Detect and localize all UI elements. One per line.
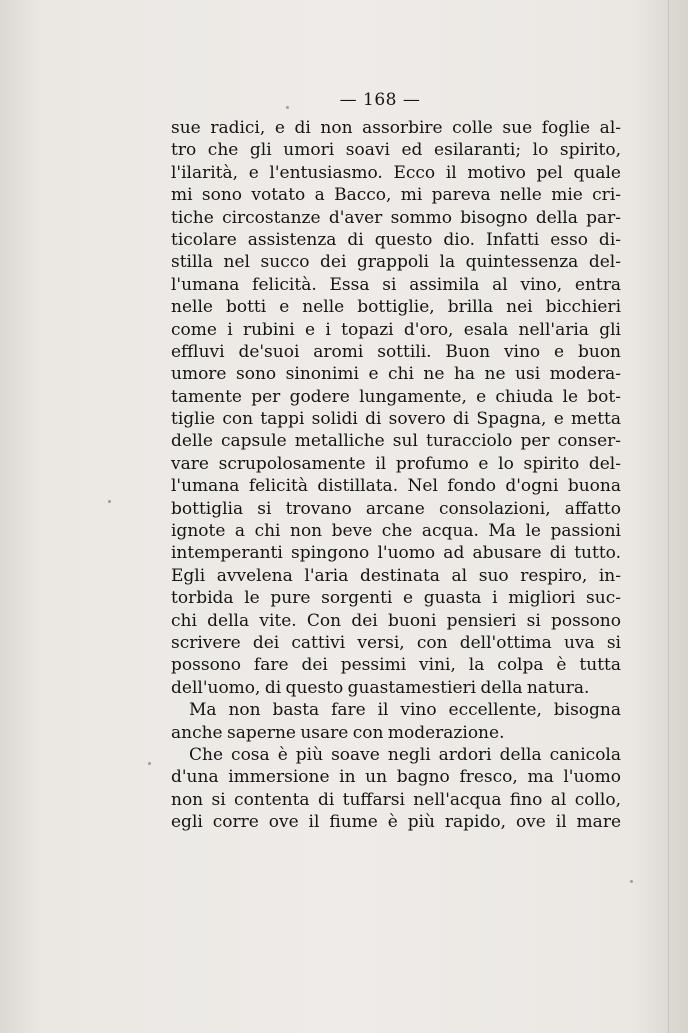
ink-speck (108, 500, 111, 503)
page-number: — 168 — (339, 90, 421, 110)
text-line: non si contenta di tuffarsi nell'acqua fino al collo, (171, 789, 621, 810)
text-line: possono fare dei pessimi vini, la colpa è tutta (171, 655, 621, 676)
text-line: l'ilarità, e l'entusiasmo. Ecco il motivo pel quale (171, 162, 621, 183)
text-line: sue radici, e di non assorbire colle sue foglie al- (171, 118, 621, 138)
text-line: dell'uomo, di questo guastamestieri della natura. (171, 677, 590, 698)
text-line: anche saperne usare con moderazione. (171, 722, 505, 743)
text-line: ticolare assistenza di questo dio. Infatti esso di- (171, 229, 621, 250)
text-line: mi sono votato a Bacco, mi pareva nelle mie cri- (171, 185, 621, 206)
text-line: egli corre ove il fiume è più rapido, ove il mare (171, 812, 621, 833)
text-line: delle capsule metalliche sul turacciolo per conser- (171, 431, 621, 452)
text-line: bottiglia si trovano arcane consolazioni, affatto (171, 498, 621, 519)
text-line: Ma non basta fare il vino eccellente, bisogna (189, 700, 621, 721)
text-line: come i rubini e i topazi d'oro, esala nell'aria gli (171, 319, 621, 340)
text-line: nelle botti e nelle bottiglie, brilla nei bicchieri (171, 297, 621, 318)
page-edge-shadow (668, 0, 669, 1033)
text-line: tamente per godere lungamente, e chiuda le bot- (171, 386, 621, 407)
text-line: vare scrupolosamente il profumo e lo spirito del- (171, 453, 621, 474)
text-line: ignote a chi non beve che acqua. Ma le passioni (171, 521, 621, 542)
text-line: chi della vite. Con dei buoni pensieri si possono (171, 610, 621, 631)
body-text (171, 117, 621, 834)
text-line: l'umana felicità distillata. Nel fondo d'ogni buona (171, 476, 621, 497)
text-line: Che cosa è più soave negli ardori della canicola (189, 744, 621, 765)
text-line: Egli avvelena l'aria destinata al suo respiro, in- (171, 565, 621, 586)
text-line: torbida le pure sorgenti e guasta i migliori suc- (171, 588, 621, 609)
ink-speck (148, 762, 151, 765)
text-line: stilla nel succo dei grappoli la quintessenza del- (171, 252, 621, 273)
text-line: tro che gli umori soavi ed esilaranti; lo spirito, (171, 140, 621, 161)
text-line: effluvi de'suoi aromi sottili. Buon vino e buon (171, 341, 621, 362)
ink-speck (630, 880, 633, 883)
text-line: tiche circostanze d'aver sommo bisogno della par- (171, 207, 621, 228)
text-line: intemperanti spingono l'uomo ad abusare di tutto. (171, 543, 621, 564)
text-line: l'umana felicità. Essa si assimila al vino, entra (171, 274, 621, 295)
text-line: scrivere dei cattivi versi, con dell'ottima uva si (171, 632, 621, 653)
text-line: umore sono sinonimi e chi ne ha ne usi modera- (171, 364, 621, 385)
text-line: d'una immersione in un bagno fresco, ma l'uomo (171, 767, 621, 788)
text-line: tiglie con tappi solidi di sovero di Spagna, e metta (171, 409, 621, 430)
